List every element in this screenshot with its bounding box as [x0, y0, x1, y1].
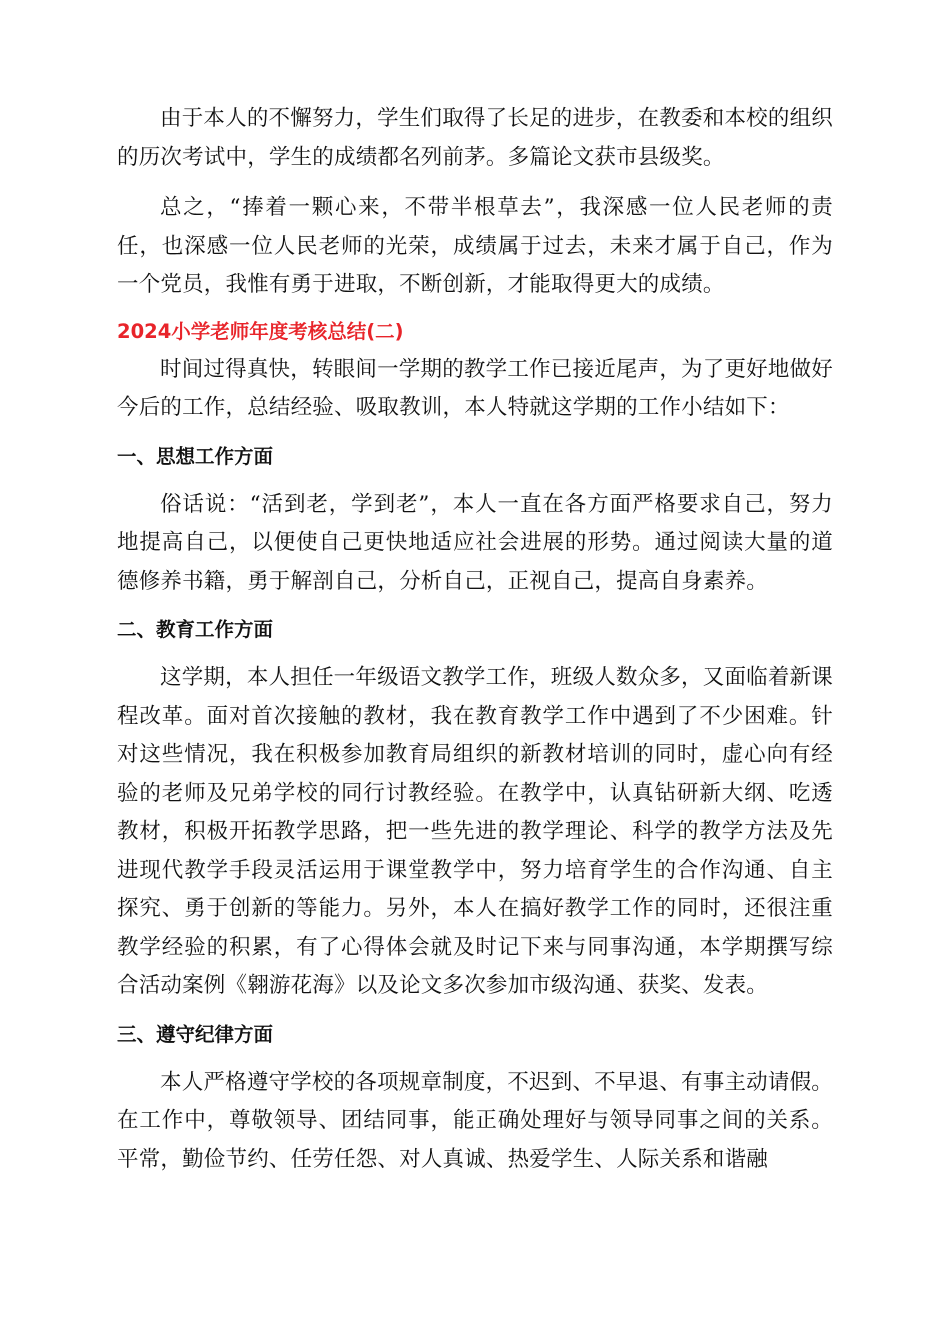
section-heading-education: 二、教育工作方面: [117, 618, 274, 641]
paragraph-progress: 由于本人的不懈努力，学生们取得了长足的进步，在教委和本校的组织的历次考试中，学生的成绩都名列前茅。多篇论文获市县级奖。: [117, 106, 833, 170]
section-heading-discipline: 三、遵守纪律方面: [117, 1022, 274, 1046]
paragraph-thought: 俗话说：“活到老，学到老”，本人一直在各方面严格要求自己，努力地提高自己，以便使自己更快地适应社会进展的形势。通过阅读大量的道德修养书籍，勇于解剖自己，分析自己，正视自己，提高自身素养。: [117, 491, 833, 594]
document-title-part-two: 2024小学老师年度考核总结(二): [117, 319, 404, 343]
section-heading-thought: 一、思想工作方面: [117, 444, 274, 468]
paragraph-discipline: 本人严格遵守学校的各项规章制度，不迟到、不早退、有事主动请假。在工作中，尊敬领导、团结同事，能正确处理好与领导同事之间的关系。平常，勤俭节约、任劳任怨、对人真诚、热爱学生、人际关系和谐融: [117, 1069, 833, 1172]
paragraph-conclusion: 总之，“捧着一颗心来，不带半根草去”，我深感一位人民老师的责任，也深感一位人民老师的光荣，成绩属于过去，未来才属于自己，作为一个党员，我惟有勇于进取，不断创新，才能取得更大的成绩。: [117, 195, 833, 297]
document-page: [117, 100, 833, 1191]
paragraph-intro-part-two: 时间过得真快，转眼间一学期的教学工作已接近尾声，为了更好地做好今后的工作，总结经验、吸取教训，本人特就这学期的工作小结如下：: [117, 356, 833, 420]
paragraph-education: 这学期，本人担任一年级语文教学工作，班级人数众多，又面临着新课程改革。面对首次接触的教材，我在教育教学工作中遇到了不少困难。针对这些情况，我在积极参加教育局组织的新教材培训的同时，虚心向有经验的老师及兄弟学校的同行讨教经验。在教学中，认真钻研新大纲、吃透教材，积极开拓教学思路，把一些先进的教学理论、科学的教学方法及先进现代教学手段灵活运用于课堂教学中，努力培育学生的合作沟通、自主探究、勇于创新的等能力。另外，本人在搞好教学工作的同时，还很注重教学经验的积累，有了心得体会就及时记下来与同事沟通，本学期撰写综合活动案例《翱游花海》以及论文多次参加市级沟通、获奖、发表。: [117, 665, 833, 998]
